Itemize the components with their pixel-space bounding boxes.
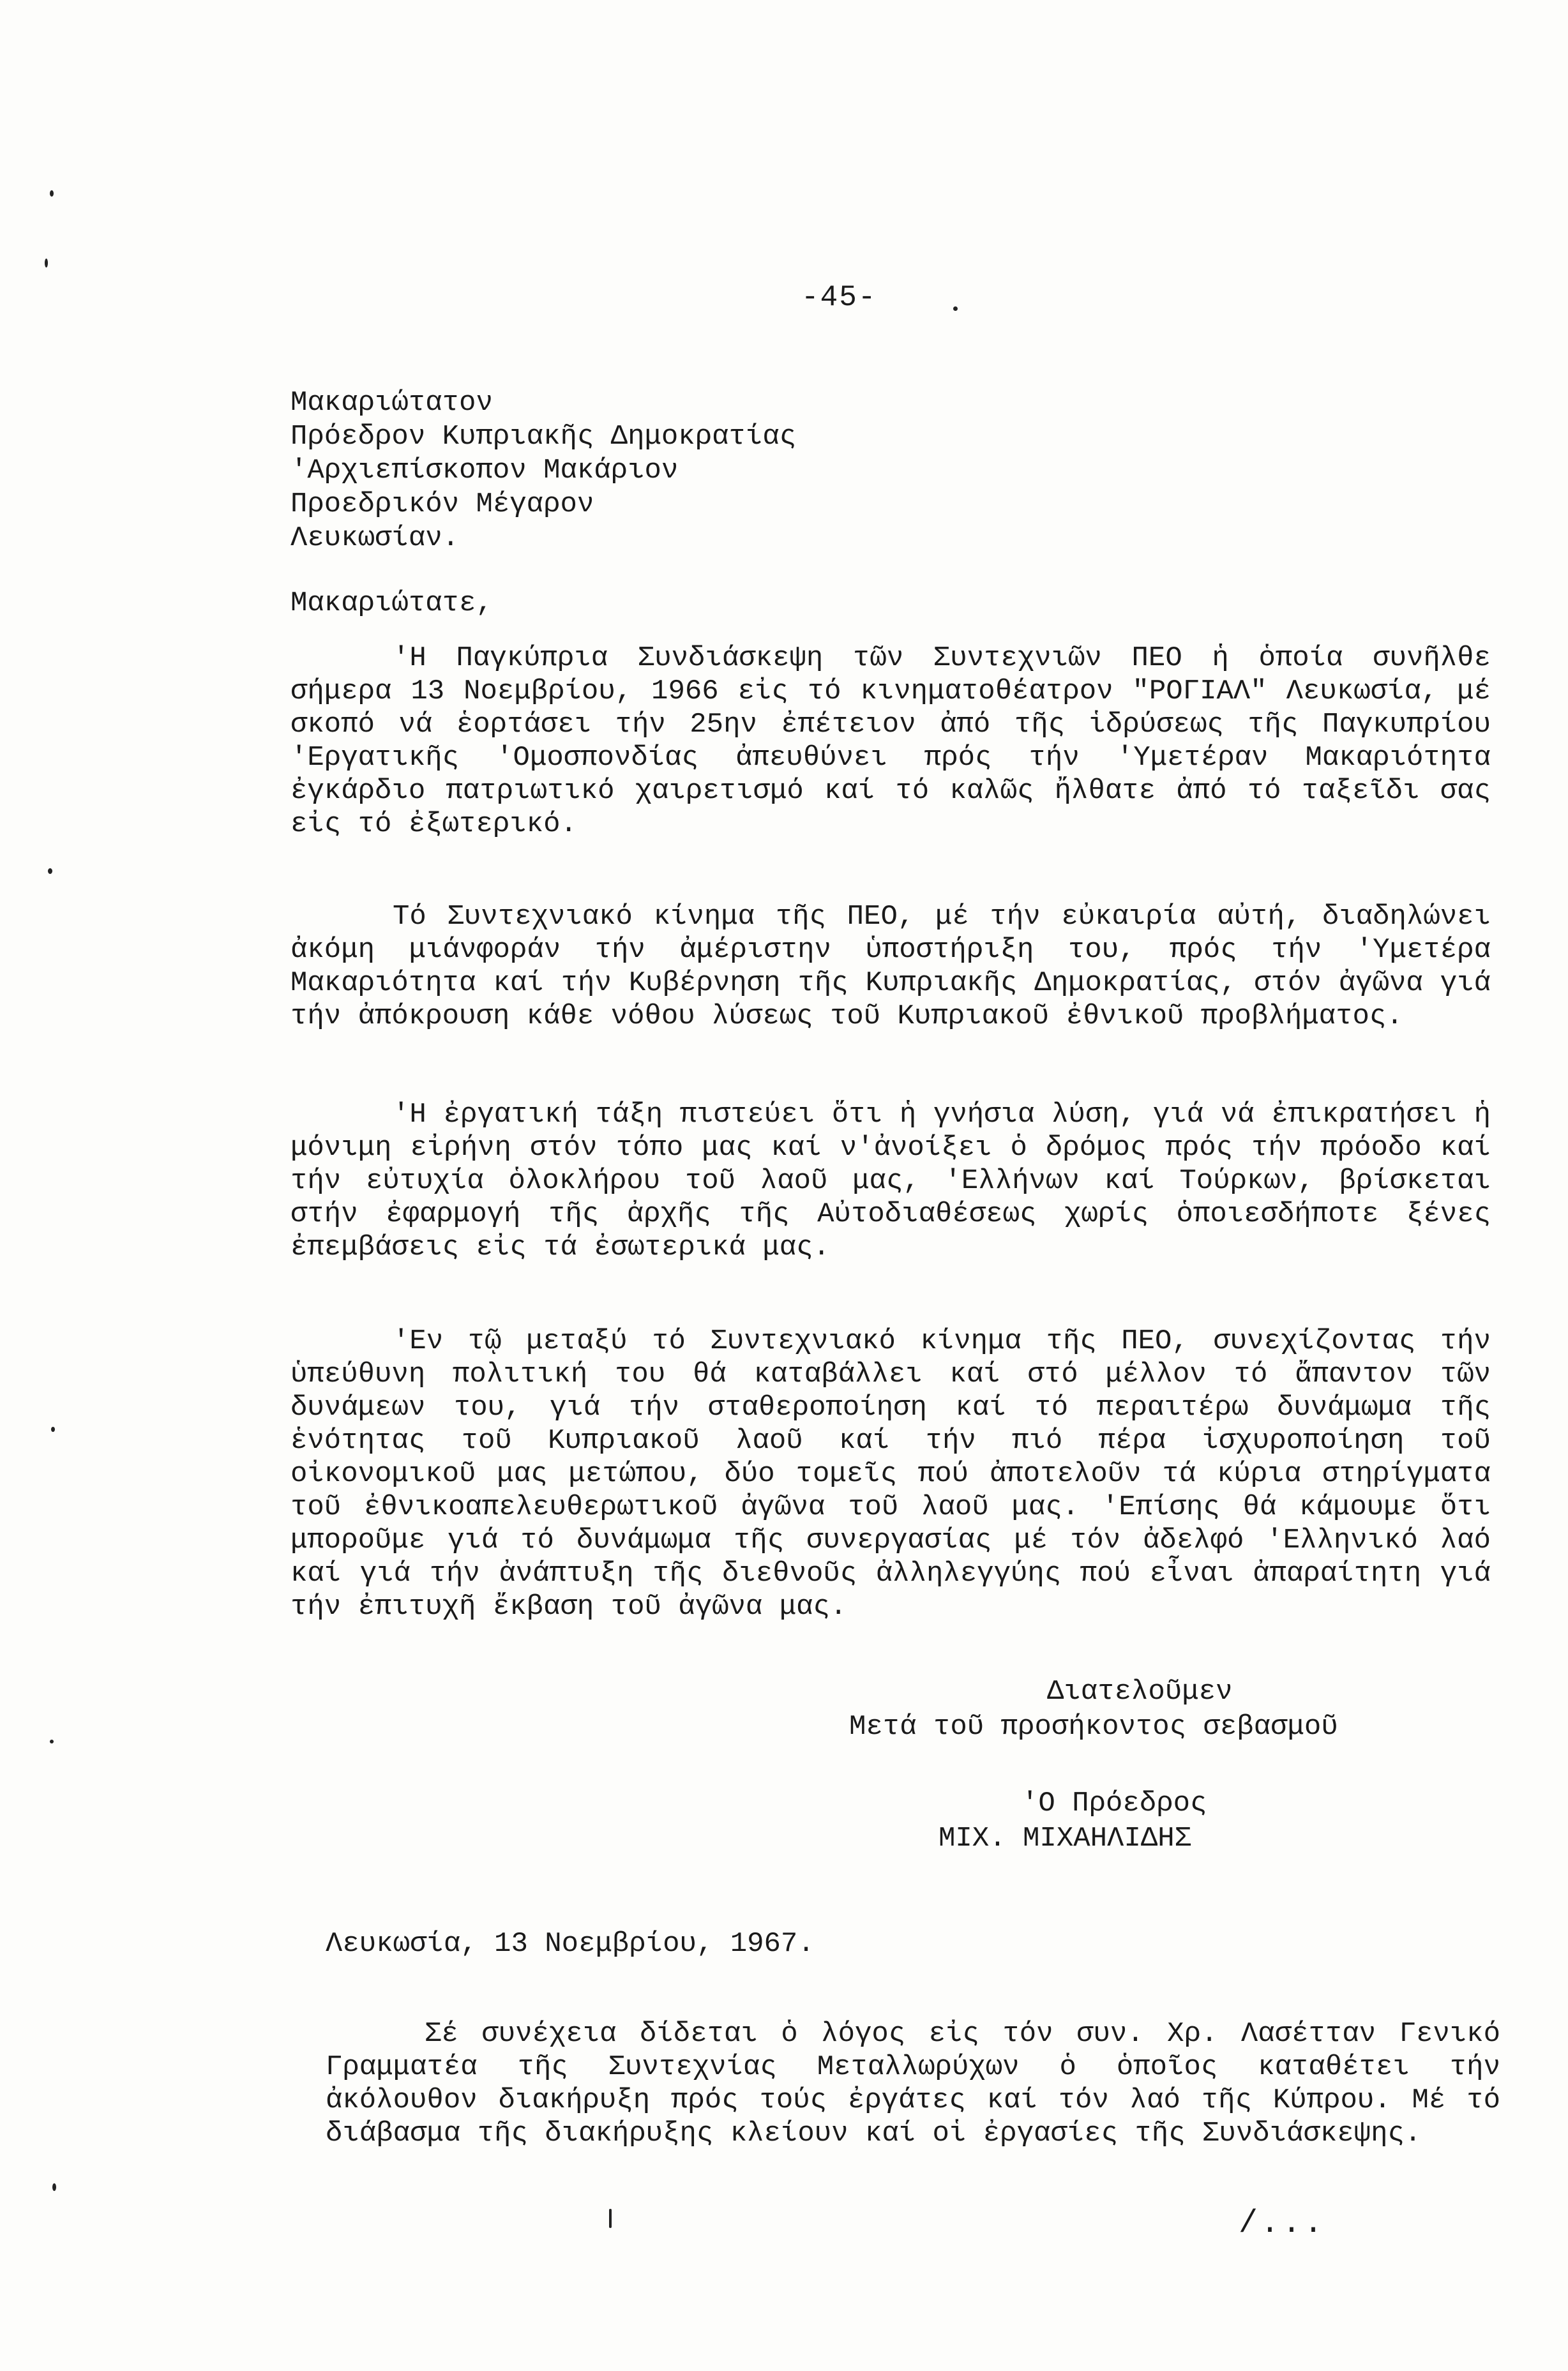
scan-speck [51, 1427, 55, 1432]
signer-title: 'Ο Πρόεδρος [1021, 1788, 1207, 1819]
signer-name: ΜΙΧ. ΜΙΧΑΗΛΙΔΗΣ [939, 1823, 1192, 1855]
body-paragraph-2: Τό Συντεχνιακό κίνημα τῆς ΠΕΟ, μέ τήν εὐκαιρία αὐτή, διαδηλώνει ἀκόμη μιάνφοράν τήν ἀμέριστην ὑποστήριξη του, πρός τήν 'Υμετέρα Μακαριότητα καί τήν Κυβέρνηση τῆς Κυπριακῆς Δημοκρατίας, στόν ἀγῶνα γιά τήν ἀπόκρουση κάθε νόθου λύσεως τοῦ Κυπριακοῦ ἐθνικοῦ προβλήματος. [290, 901, 1491, 1032]
closing-line-1: Διατελοῦμεν [1047, 1676, 1233, 1708]
address-line: Πρόεδρον Κυπριακῆς Δημοκρατίας [290, 421, 797, 453]
recipient-address [290, 386, 796, 555]
continuation-mark: /... [1239, 2206, 1326, 2242]
date-line: Λευκωσία, 13 Νοεμβρίου, 1967. [326, 1928, 815, 1960]
scan-speck [45, 259, 48, 267]
closing-paragraph: Σέ συνέχεια δίδεται ὁ λόγος εἰς τόν συν. Χρ. Λασέτταν Γενικό Γραμματέα τῆς Συντεχνίας Μεταλλωρύχων ὁ ὁποῖος καταθέτει τήν ἀκόλουθον διακήρυξη πρός τούς ἐργάτες καί τόν λαό τῆς Κύπρου. Μέ τό διάβασμα τῆς διακήρυξης κλείουν καί οἱ ἐργασίες τῆς Συνδιάσκεψης. [326, 2018, 1500, 2149]
scan-speck [52, 2183, 56, 2191]
scan-speck [953, 306, 958, 311]
scan-speck [50, 1740, 54, 1743]
closing-line-2: Μετά τοῦ προσήκοντος σεβασμοῦ [849, 1711, 1338, 1743]
body-paragraph-3: 'Η ἐργατική τάξη πιστεύει ὅτι ἡ γνήσια λύση, γιά νά ἐπικρατήσει ἡ μόνιμη εἰρήνη στόν τόπο μας καί ν'ἀνοίξει ὁ δρόμος πρός τήν πρόοδο καί τήν εὐτυχία ὁλοκλήρου τοῦ λαοῦ μας, 'Ελλήνων καί Τούρκων, βρίσκεται στήν ἐφαρμογή τῆς ἀρχῆς τῆς Αὐτοδιαθέσεως χωρίς ὁποιεσδήποτε ξένες ἐπεμβάσεις εἰς τά ἐσωτερικά μας. [290, 1099, 1491, 1263]
address-line: 'Αρχιεπίσκοπον Μακάριον [290, 455, 679, 486]
address-line: Λευκωσίαν. [290, 522, 460, 554]
body-paragraph-4: 'Εν τῷ μεταξύ τό Συντεχνιακό κίνημα τῆς ΠΕΟ, συνεχίζοντας τήν ὑπεύθυνη πολιτική του θά καταβάλλει καί στό μέλλον τό ἄπαντον τῶν δυνάμεων του, γιά τήν σταθεροποίηση καί τό περαιτέρω δυνάμωμα τῆς ἑνότητας τοῦ Κυπριακοῦ λαοῦ καί τήν πιό πέρα ἰσχυροποίηση τοῦ οἰκονομικοῦ μας μετώπου, δύο τομεῖς πού ἀποτελοῦν τά κύρια στηρίγματα τοῦ ἐθνικοαπελευθερωτικοῦ ἀγῶνα τοῦ λαοῦ μας. 'Επίσης θά κάμουμε ὅτι μποροῦμε γιά τό δυνάμωμα τῆς συνεργασίας μέ τόν ἀδελφό 'Ελληνικό λαό καί γιά τήν ἀνάπτυξη τῆς διεθνοῦς ἀλληλεγγύης πού εἶναι ἀπαραίτητη γιά τήν ἐπιτυχῆ ἔκβαση τοῦ ἀγῶνα μας. [290, 1325, 1491, 1623]
scan-speck [48, 868, 52, 874]
page-number: -45- [801, 281, 877, 314]
address-line: Προεδρικόν Μέγαρον [290, 488, 594, 520]
salutation: Μακαριώτατε, [290, 587, 493, 619]
scan-speck [609, 2209, 612, 2228]
scan-speck [50, 190, 54, 197]
address-line: Μακαριώτατον [290, 387, 493, 419]
body-paragraph-1: 'Η Παγκύπρια Συνδιάσκεψη τῶν Συντεχνιῶν ΠΕΟ ἡ ὁποία συνῆλθε σήμερα 13 Νοεμβρίου, 1966 εἰς τό κινηματοθέατρον "ΡΟΓΙΑΛ" Λευκωσία, μέ σκοπό νά ἑορτάσει τήν 25ην ἐπέτειον ἀπό τῆς ἱδρύσεως τῆς Παγκυπρίου 'Εργατικῆς 'Ομοσπονδίας ἀπευθύνει πρός τήν 'Υμετέραν Μακαριότητα ἐγκάρδιο πατριωτικό χαιρετισμό καί τό καλῶς ἤλθατε ἀπό τό ταξεῖδι σας εἰς τό ἐξωτερικό. [290, 642, 1491, 840]
